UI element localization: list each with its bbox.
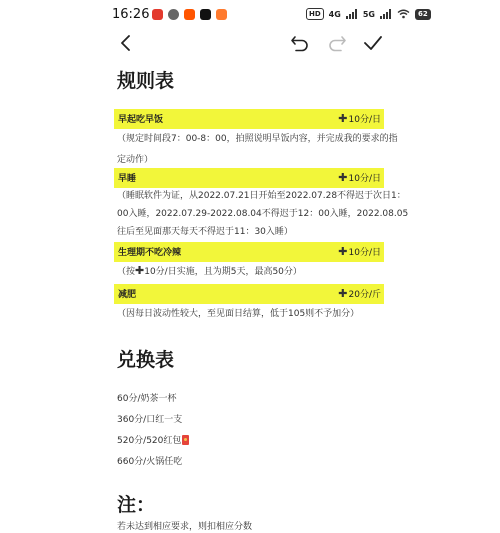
tiktok-icon [200, 9, 211, 20]
redo-icon[interactable] [327, 34, 347, 52]
rule-description: （因每日波动性较大，至见面日结算，低于105则不予加分） [117, 309, 360, 319]
undo-icon[interactable] [290, 34, 310, 52]
rule-title: 生理期不吃冷辣 [118, 248, 182, 258]
rule-title: 早睡 [118, 174, 137, 184]
rule-row-breakfast [114, 109, 384, 129]
exchange-item: 60分/奶茶一杯 [117, 394, 177, 404]
status-time: 16:26 [112, 7, 150, 22]
rule-description: （按✚10分/日实施，且为期5天，最高50分） [117, 264, 302, 277]
orange-app-icon [216, 9, 227, 20]
rule-description: （规定时间段7：00-8：00，拍照说明早饭内容，并完成我的要求的指 定动作） [117, 134, 398, 165]
plus-icon: ✚ [338, 112, 348, 125]
battery-indicator: 62 [415, 9, 431, 20]
rules-heading: 规则表 [117, 70, 175, 92]
hd-badge: HD [306, 8, 324, 20]
rule-title: 减肥 [118, 290, 137, 300]
note-heading: 注： [117, 494, 156, 516]
exchange-item: 660分/火锅任吃 [117, 457, 183, 467]
status-bar [0, 0, 500, 30]
rule-row-period [114, 242, 384, 262]
chat-icon [168, 9, 179, 20]
plus-icon: ✚ [338, 245, 348, 258]
wifi-icon [397, 9, 410, 19]
status-indicators [306, 8, 431, 20]
signal-5g: 5G [362, 9, 375, 19]
rule-score: ✚ 20分/斤 [338, 287, 381, 300]
taobao-icon [184, 9, 195, 20]
plus-icon: ✚ [135, 264, 145, 277]
rule-row-sleep [114, 168, 384, 188]
check-icon[interactable] [363, 34, 383, 52]
exchange-item: 520分/520红包 [117, 433, 189, 446]
rule-row-weightloss [114, 284, 384, 304]
plus-icon: ✚ [338, 287, 348, 300]
signal-bars-icon [346, 9, 358, 19]
exchange-heading: 兑换表 [117, 349, 175, 371]
exchange-item: 360分/口红一支 [117, 415, 183, 425]
red-packet-icon [182, 435, 189, 445]
plus-icon: ✚ [338, 171, 348, 184]
app-red-icon [152, 9, 163, 20]
signal-4g: 4G [328, 9, 341, 19]
note-text: 若未达到相应要求，则扣相应分数 [117, 522, 253, 532]
rule-description: （睡眠软件为证，从2022.07.21日开始至2022.07.28不得迟于次日1： 00入睡，2022.07.29-2022.08.04不得迟于12：00入睡，2022.08.05 往后至见面那天每天不得迟于11：30入睡） [117, 191, 409, 237]
back-icon[interactable] [117, 34, 135, 52]
rule-score: ✚ 10分/日 [338, 112, 381, 125]
signal-bars-icon-2 [380, 9, 392, 19]
rule-score: ✚ 10分/日 [338, 171, 381, 184]
notification-icons [152, 9, 227, 20]
rule-title: 早起吃早饭 [118, 115, 164, 125]
rule-score: ✚ 10分/日 [338, 245, 381, 258]
